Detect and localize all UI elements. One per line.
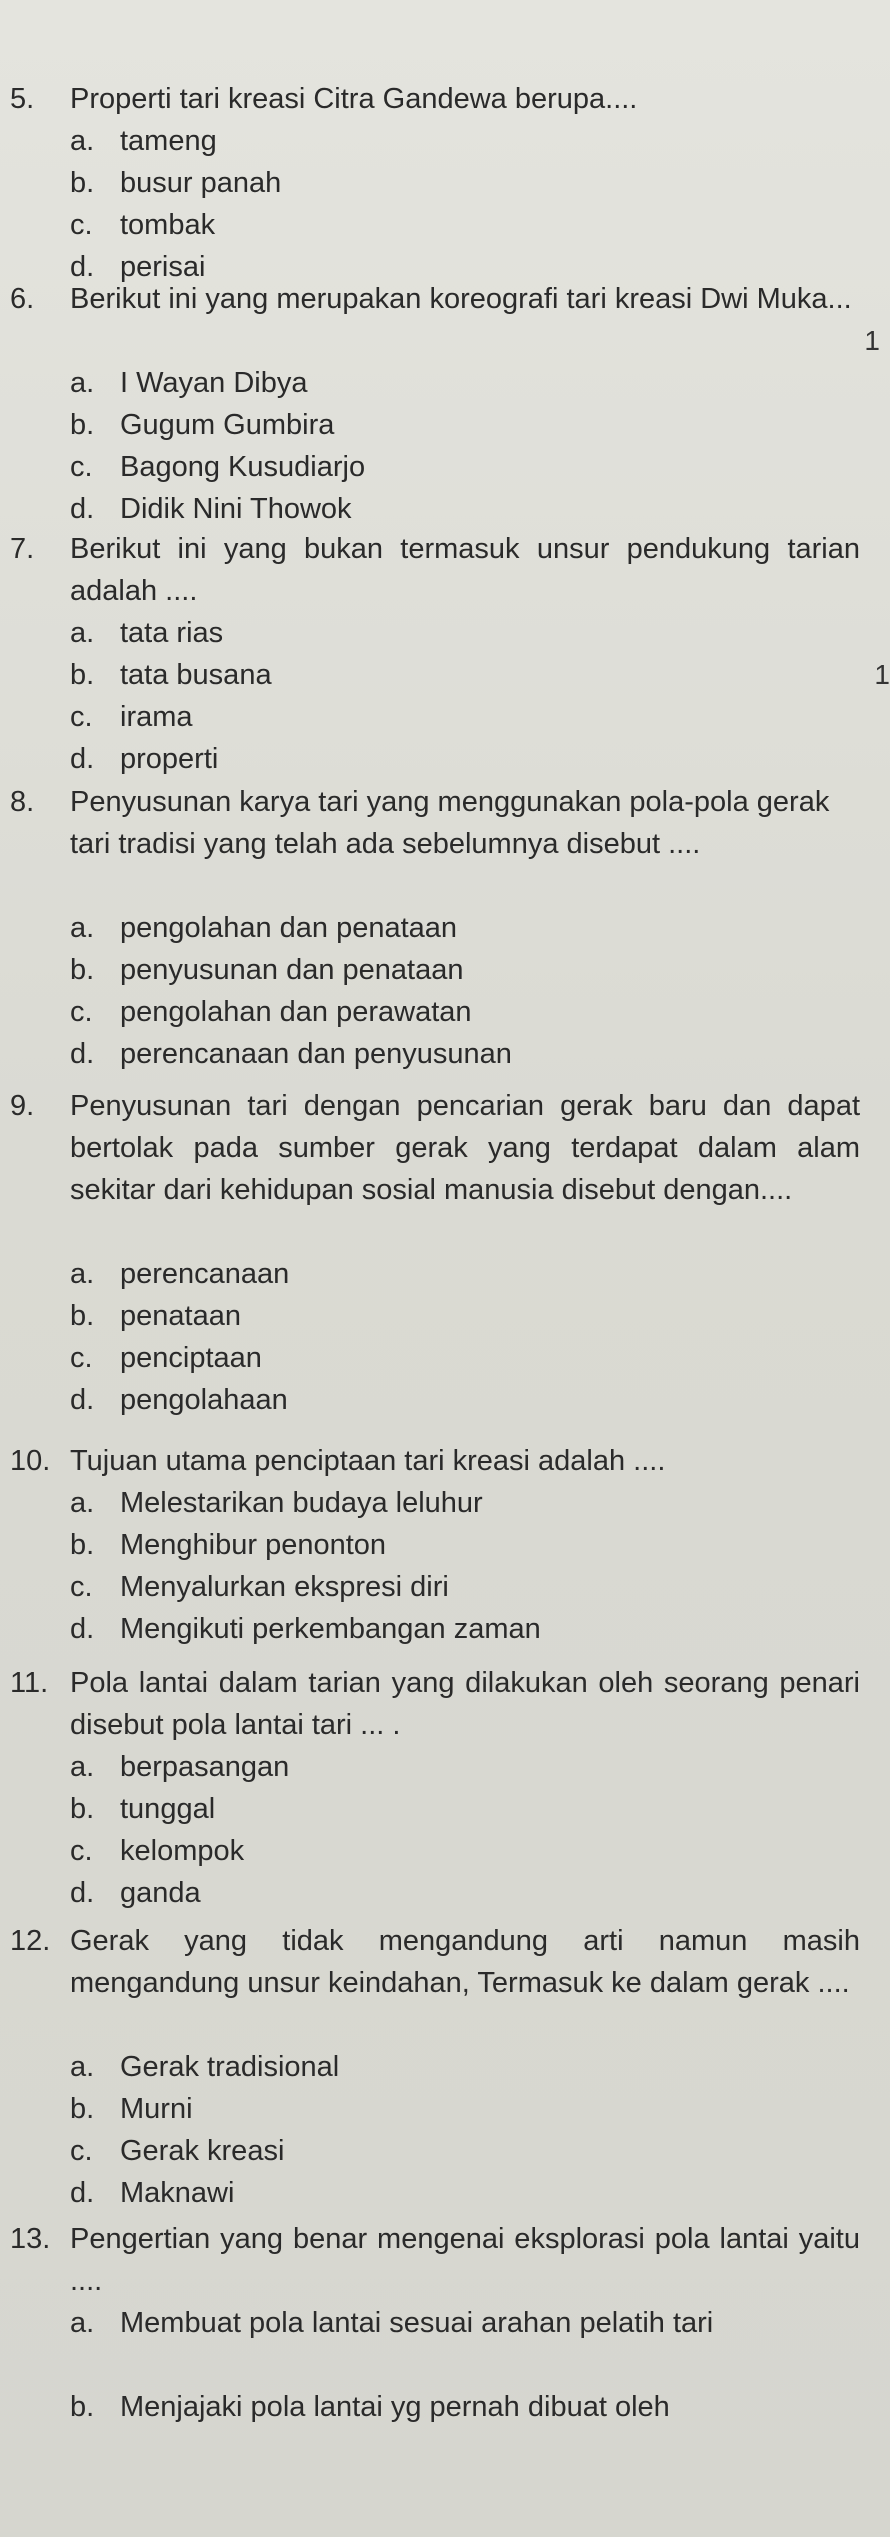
option-c: c. pengolahan dan perawatan: [70, 996, 472, 1028]
question-text: Properti tari kreasi Citra Gandewa berupa....: [70, 83, 638, 115]
page-number-fragment: 1: [864, 325, 880, 356]
question-number: 8.: [10, 786, 35, 818]
option-b: b. tata busana: [70, 659, 272, 691]
option-a: a. Gerak tradisional: [70, 2051, 340, 2083]
option-d: d. perencanaan dan penyusunan: [70, 1038, 512, 1070]
option-a: a. Melestarikan budaya leluhur: [70, 1487, 483, 1519]
question-number: 9.: [10, 1090, 35, 1122]
option-b: b. tunggal: [70, 1793, 216, 1825]
option-b: b. Murni: [70, 2093, 193, 2125]
question-number: 5.: [10, 83, 35, 115]
option-a: a. tata rias: [70, 617, 224, 649]
option-c: c. penciptaan: [70, 1342, 262, 1374]
option-b: b. penyusunan dan penataan: [70, 954, 464, 986]
option-b: b. penataan: [70, 1300, 241, 1332]
question-number: 11.: [10, 1667, 49, 1699]
option-a: a. tameng: [70, 125, 217, 157]
option-c: c. kelompok: [70, 1835, 245, 1867]
option-c: c. irama: [70, 701, 193, 733]
question-text: Penyusunan tari dengan pencarian gerak baru dan dapat bertolak pada sumber gerak yang terdapat dalam alam sekitar dari kehidupan sosial manusia disebut dengan....: [70, 1090, 860, 1206]
question-text: Berikut ini yang bukan termasuk unsur pendukung tarian adalah ....: [70, 533, 860, 607]
question-number: 12.: [10, 1925, 51, 1957]
option-d: d. Maknawi: [70, 2177, 235, 2209]
question-text: Tujuan utama penciptaan tari kreasi adalah ....: [70, 1445, 666, 1477]
option-d: d. properti: [70, 743, 219, 775]
question-number: 7.: [10, 533, 35, 565]
option-c: c. Gerak kreasi: [70, 2135, 285, 2167]
option-a: a. berpasangan: [70, 1751, 290, 1783]
option-d: d. perisai: [70, 251, 206, 283]
option-a: a. perencanaan: [70, 1258, 290, 1290]
option-a: a. Membuat pola lantai sesuai arahan pelatih tari: [70, 2307, 714, 2339]
question-text: Gerak yang tidak mengandung arti namun masih mengandung unsur keindahan, Termasuk ke dalam gerak ....: [70, 1925, 860, 1999]
question-number: 10.: [10, 1445, 51, 1477]
question-text: Pola lantai dalam tarian yang dilakukan oleh seorang penari disebut pola lantai tari ... .: [70, 1667, 860, 1741]
option-c: c. Menyalurkan ekspresi diri: [70, 1571, 449, 1603]
option-d: d. pengolahaan: [70, 1384, 288, 1416]
option-d: d. ganda: [70, 1877, 201, 1909]
option-b: b. busur panah: [70, 167, 282, 199]
question-text: Penyusunan karya tari yang menggunakan pola-pola gerak tari tradisi yang telah ada sebelumnya disebut ....: [70, 786, 830, 860]
option-a: a. I Wayan Dibya: [70, 367, 308, 399]
option-b: b. Gugum Gumbira: [70, 409, 335, 441]
question-number: 6.: [10, 283, 35, 315]
page-number-fragment: 1: [874, 659, 890, 690]
option-d: d. Mengikuti perkembangan zaman: [70, 1613, 541, 1645]
option-c: c. Bagong Kusudiarjo: [70, 451, 366, 483]
question-text: Berikut ini yang merupakan koreografi tari kreasi Dwi Muka...: [70, 283, 852, 315]
option-d: d. Didik Nini Thowok: [70, 493, 352, 525]
option-c: c. tombak: [70, 209, 216, 241]
question-text: Pengertian yang benar mengenai eksplorasi pola lantai yaitu ....: [70, 2223, 860, 2297]
question-number: 13.: [10, 2223, 51, 2255]
option-b: b. Menjajaki pola lantai yg pernah dibuat oleh: [70, 2391, 670, 2423]
option-a: a. pengolahan dan penataan: [70, 912, 458, 944]
option-b: b. Menghibur penonton: [70, 1529, 387, 1561]
